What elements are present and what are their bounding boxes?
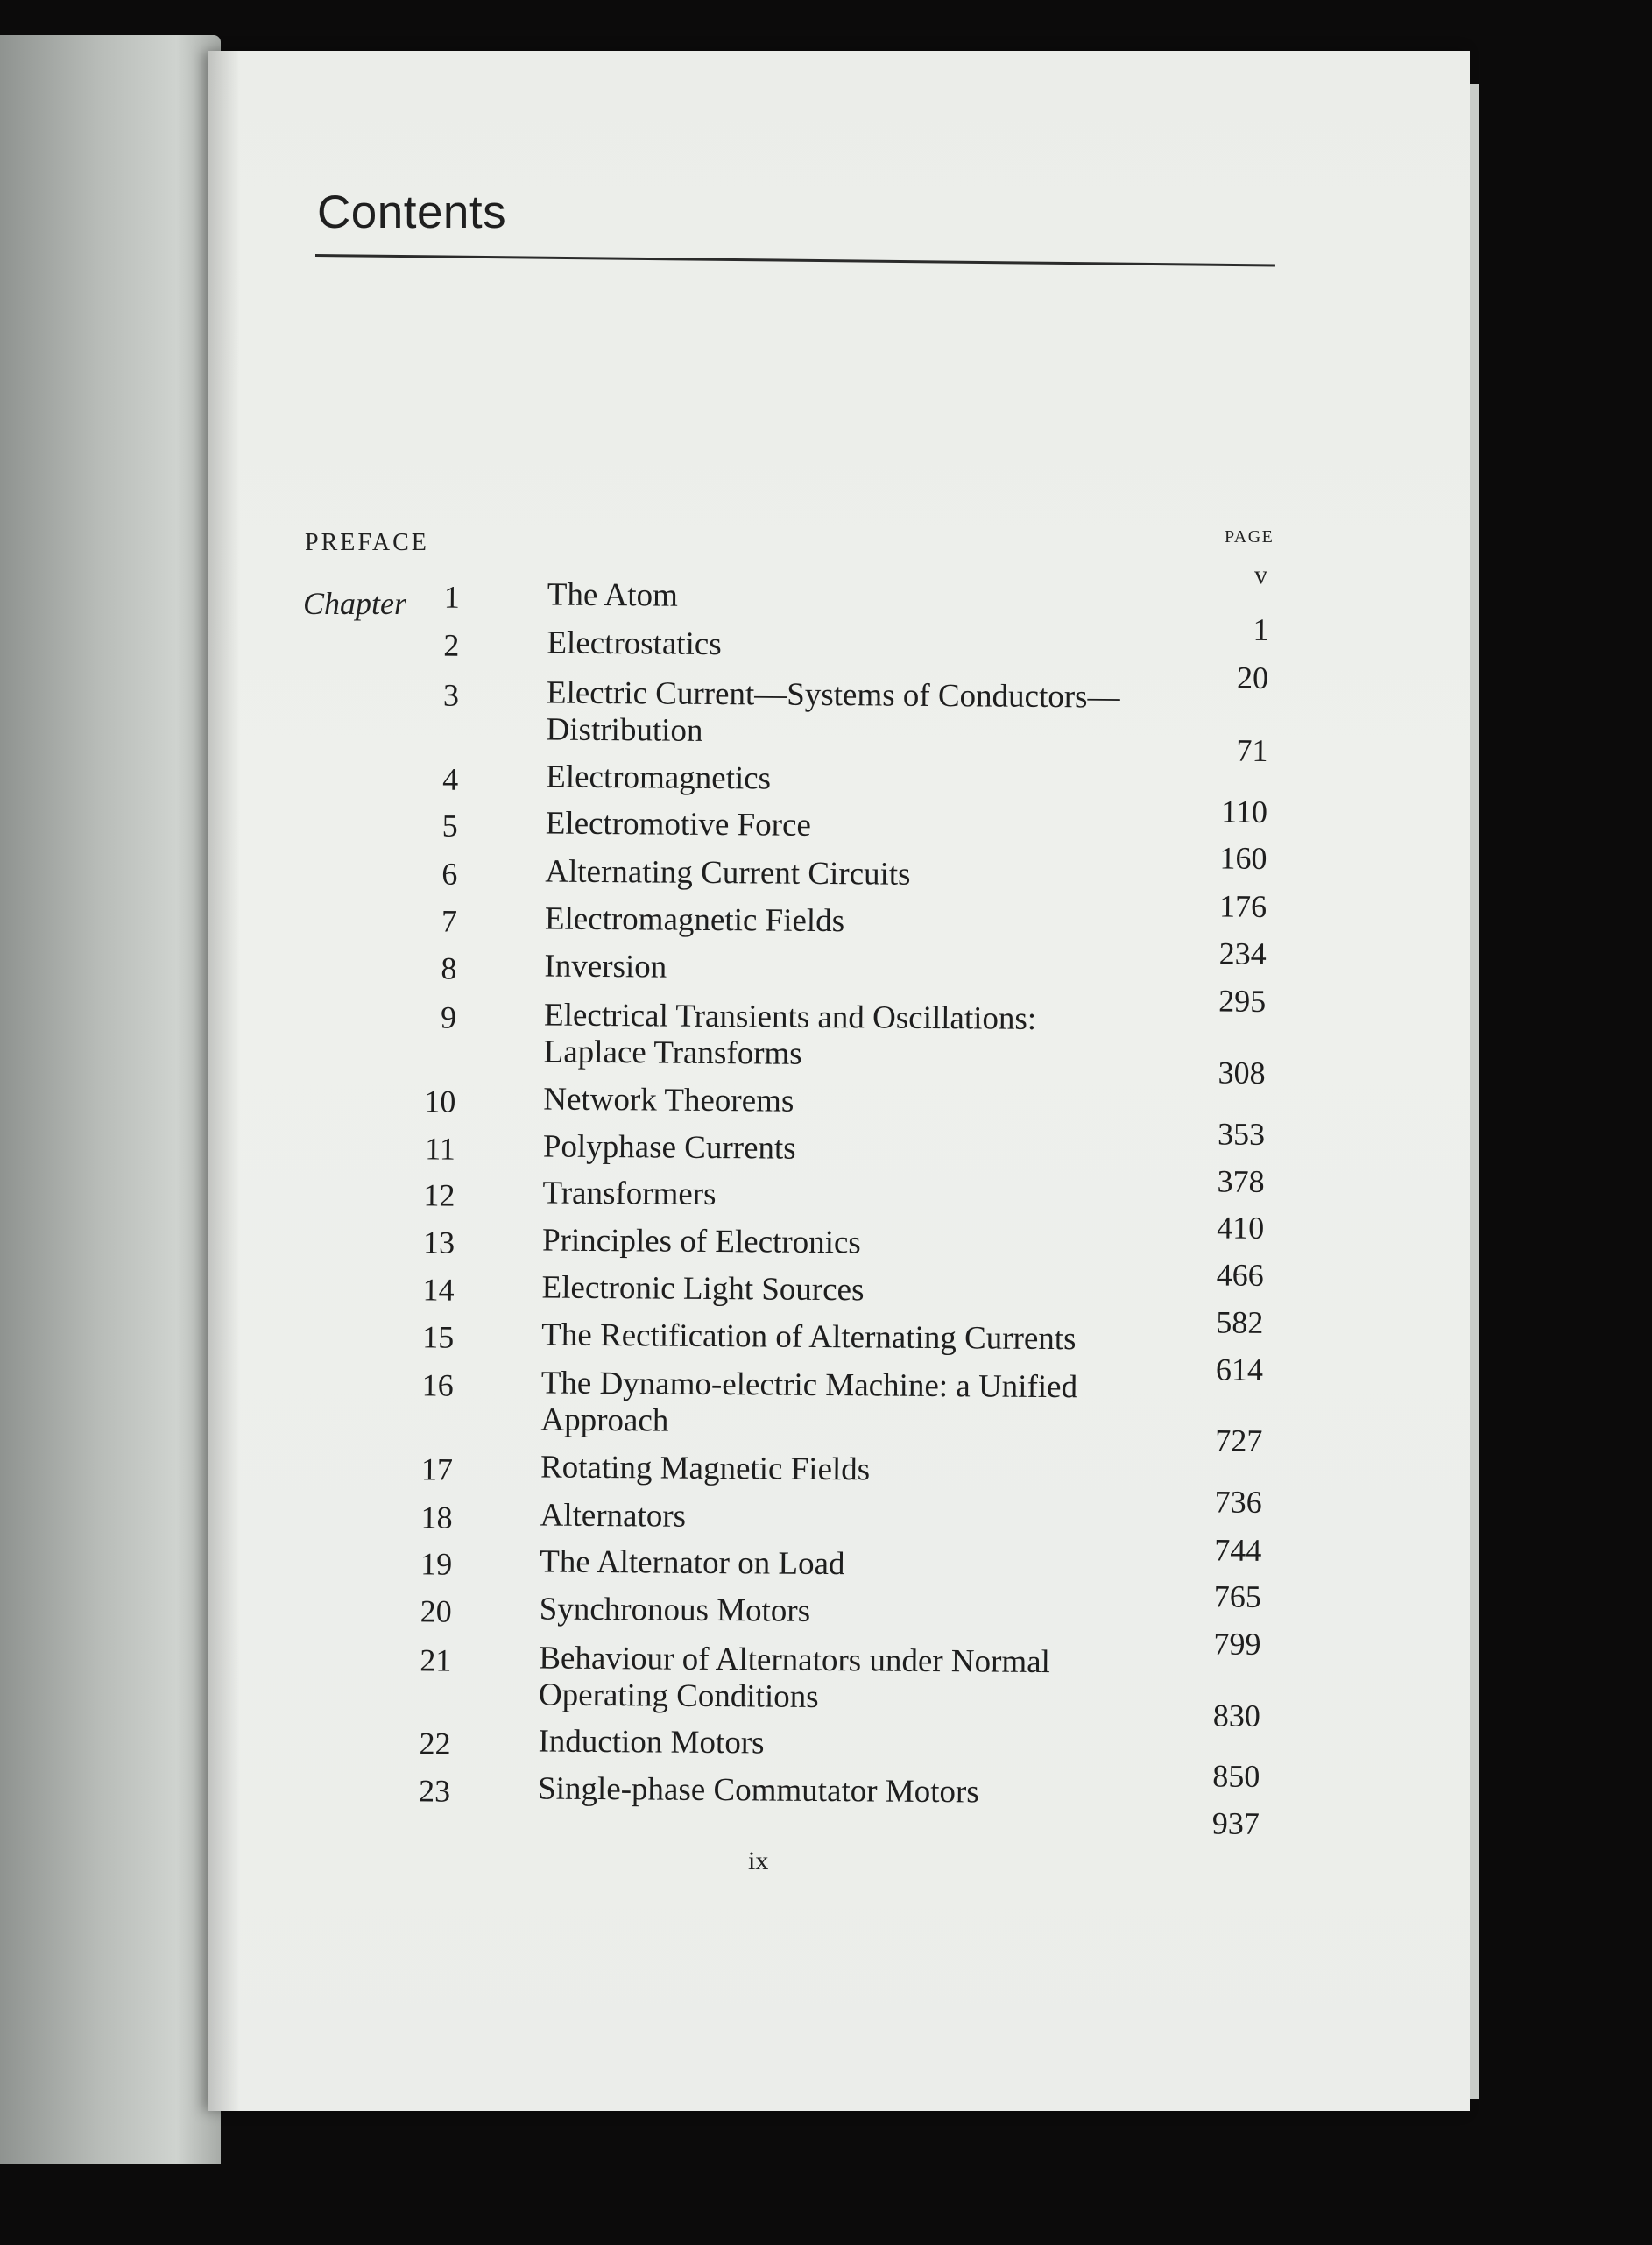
chapter-title: The Dynamo-electric Machine: a Unified — [540, 1365, 1078, 1406]
chapter-number: 7 — [441, 903, 458, 939]
chapter-title: Induction Motors — [538, 1723, 765, 1761]
chapter-number: 11 — [425, 1131, 456, 1167]
page-number: 614 — [1215, 1352, 1264, 1387]
page-number: 295 — [1218, 983, 1267, 1019]
chapter-title: Approach — [540, 1401, 669, 1439]
chapter-number: 21 — [420, 1642, 452, 1678]
chapter-title: Behaviour of Alternators under Normal — [539, 1640, 1051, 1681]
chapter-number: 22 — [419, 1726, 451, 1761]
page-number: 353 — [1217, 1116, 1266, 1152]
chapter-title: Electromotive Force — [545, 805, 812, 844]
chapter-title: Inversion — [544, 948, 667, 985]
page-number: 727 — [1215, 1423, 1263, 1458]
page-number: 71 — [1236, 732, 1268, 768]
chapter-title: Principles of Electronics — [541, 1222, 861, 1261]
page-column-header: PAGE — [1225, 527, 1274, 547]
chapter-number: 8 — [441, 950, 457, 986]
page-number: 20 — [1236, 660, 1269, 695]
chapter-title: The Atom — [547, 576, 679, 614]
chapter-title: Synchronous Motors — [539, 1591, 811, 1629]
page-number: 744 — [1214, 1532, 1262, 1568]
page-number: 308 — [1218, 1055, 1266, 1091]
chapter-number: 17 — [420, 1451, 454, 1487]
page-number: 234 — [1218, 935, 1267, 971]
chapter-title: Electronic Light Sources — [541, 1269, 865, 1309]
chapter-title: Polyphase Currents — [542, 1128, 796, 1167]
page-folio: ix — [748, 1846, 769, 1875]
chapter-number: 4 — [442, 761, 459, 797]
chapter-number: 3 — [442, 677, 460, 713]
chapter-title: Transformers — [542, 1175, 717, 1213]
preface-label: PREFACE — [305, 529, 429, 556]
page-number: 466 — [1216, 1257, 1264, 1293]
chapter-number: 6 — [441, 856, 458, 892]
page-number: 582 — [1216, 1304, 1264, 1340]
chapter-number: 2 — [443, 627, 460, 663]
page-number: 937 — [1211, 1805, 1260, 1841]
page-number: 736 — [1214, 1484, 1262, 1520]
chapter-title: Electromagnetic Fields — [544, 900, 845, 940]
page-title: Contents — [317, 187, 507, 238]
chapter-title: Laplace Transforms — [543, 1034, 802, 1072]
chapter-number: 10 — [424, 1084, 456, 1119]
chapter-number: 13 — [422, 1225, 455, 1260]
chapter-title: Alternating Current Circuits — [545, 853, 911, 893]
chapter-title: Distribution — [546, 711, 703, 749]
chapter-title: Electric Current—Systems of Conductors— — [546, 674, 1120, 716]
chapter-number: 19 — [420, 1546, 453, 1582]
chapter-title: Electrical Transients and Oscillations: — [543, 997, 1037, 1037]
chapter-number: 15 — [422, 1319, 455, 1355]
page-number: 110 — [1221, 794, 1268, 830]
page-number: 765 — [1213, 1578, 1262, 1614]
page-number: 830 — [1212, 1698, 1260, 1733]
chapter-number: 18 — [420, 1500, 453, 1535]
chapter-number: 14 — [422, 1272, 455, 1308]
chapter-number: 12 — [423, 1177, 455, 1213]
chapter-number: 20 — [420, 1593, 452, 1629]
chapter-title: Rotating Magnetic Fields — [540, 1449, 871, 1488]
chapter-number: 23 — [418, 1773, 451, 1809]
chapter-number: 5 — [441, 808, 458, 844]
page-number: 799 — [1213, 1626, 1261, 1662]
chapter-number: 9 — [440, 999, 457, 1035]
page-number: 176 — [1218, 888, 1267, 924]
chapter-title: Electrostatics — [547, 625, 722, 663]
chapter-title: Single-phase Commutator Motors — [537, 1770, 979, 1811]
chapter-title: The Rectification of Alternating Currents — [541, 1317, 1077, 1358]
page-number: 410 — [1217, 1210, 1265, 1246]
page-number: 160 — [1219, 840, 1267, 876]
page-number: 850 — [1212, 1758, 1260, 1794]
chapter-title: The Alternator on Load — [540, 1543, 845, 1583]
page-number: 1 — [1253, 611, 1269, 647]
chapter-number: 16 — [421, 1367, 454, 1403]
chapter-title: Network Theorems — [543, 1081, 794, 1119]
page-number: 378 — [1217, 1163, 1265, 1199]
chapter-title: Operating Conditions — [538, 1677, 819, 1715]
chapter-title: Electromagnetics — [546, 759, 772, 797]
preface-page-number: v — [1254, 561, 1267, 589]
chapter-number: 1 — [443, 579, 460, 615]
chapter-label: Chapter — [303, 586, 407, 621]
chapter-title: Alternators — [540, 1497, 687, 1535]
